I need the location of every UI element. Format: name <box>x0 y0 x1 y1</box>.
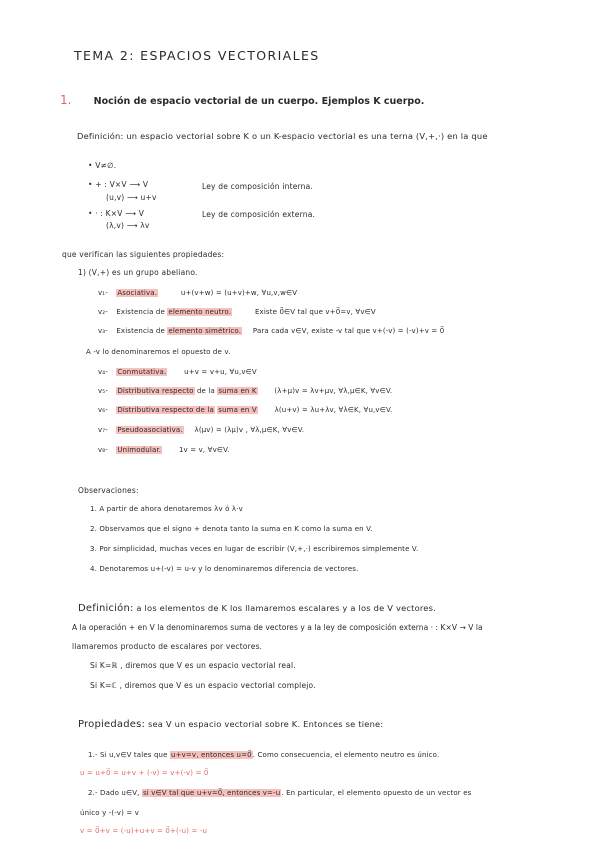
property-v4: v₄- Conmutativa. u+v = v+u, ∀u,v∈V <box>98 368 257 376</box>
definition-text: Definición: un espacio vectorial sobre K o un K-espacio vectorial es una terna (V,+,·) en la que <box>77 131 488 141</box>
highlight-simetrico: elemento simétrico. <box>168 327 242 335</box>
bullet-nonempty: • V≠∅. <box>88 161 117 170</box>
property-v7: v₇- Pseudoasociativa. λ(μv) = (λμ)v , ∀λ,μ∈K, ∀v∈V. <box>98 426 305 434</box>
property-v2: v₂- Existencia de elemento neutro. Existe 0⃗∈V tal que v+0⃗=v, ∀v∈V <box>98 308 376 316</box>
highlight-unimodular: Unimodular. <box>117 446 162 454</box>
definition-2-line-3: llamaremos producto de escalares por vectores. <box>72 642 263 651</box>
highlight-distributiva-v: Distributiva respecto de la <box>117 406 214 414</box>
definition-2-lead: Definición: <box>78 603 134 614</box>
highlight-distributiva-k: Distributiva respecto <box>117 387 194 395</box>
observacion-2: 2. Observamos que el signo + denota tanto la suma en K como la suma en V. <box>90 525 373 533</box>
propiedad-2: 2.- Dado u∈V, si v∈V tal que u+v=0⃗, entonces v=-u. En particular, el elemento opuesto de un vector es <box>88 789 472 797</box>
property-v5: v₅- Distributiva respecto de la suma en K (λ+μ)v = λv+μv, ∀λ,μ∈K, ∀v∈V. <box>98 387 393 395</box>
property-v8: v₈- Unimodular. 1v = v, ∀v∈V. <box>98 446 230 454</box>
observacion-3: 3. Por simplicidad, muchas veces en lugar de escribir (V,+,·) escribiremos simplemente V. <box>90 545 419 553</box>
page-title: TEMA 2: ESPACIOS VECTORIALES <box>74 48 320 63</box>
propiedad-1-proof: u = u+0⃗ = u+v + (-v) = v+(-v) = 0⃗ <box>80 769 209 777</box>
highlight-asociativa: Asociativa. <box>117 289 158 297</box>
highlight-propiedad-1: u+v=v, entonces u=0⃗ <box>171 751 252 759</box>
verifica-text: que verifican las siguientes propiedades: <box>62 250 225 259</box>
bullet-sum-desc: Ley de composición interna. <box>202 182 314 191</box>
bullet-prod-map: • · : K×V ⟶ V <box>88 209 145 218</box>
definition-2-line-2: A la operación + en V la denominaremos suma de vectores y a la ley de composición externa · : K×V → V la <box>72 623 483 632</box>
definition-2-line-1: Definición: a los elementos de K los llamaremos escalares y a los de V vectores. <box>78 603 436 614</box>
propiedades-heading: Propiedades: sea V un espacio vectorial sobre K. Entonces se tiene: <box>78 719 384 730</box>
property-v6: v₆- Distributiva respecto de la suma en V λ(u+v) = λu+λv, ∀λ∈K, ∀u,v∈V. <box>98 406 393 414</box>
observacion-4: 4. Denotaremos u+(-v) = u-v y lo denominaremos diferencia de vectores. <box>90 565 359 573</box>
highlight-neutro: elemento neutro. <box>168 308 232 316</box>
highlight-conmutativa: Conmutativa. <box>117 368 167 376</box>
highlight-propiedad-2: si v∈V tal que u+v=0⃗, entonces v=-u <box>142 789 281 797</box>
propiedades-lead: Propiedades: <box>78 719 146 730</box>
opuesto-note: A -v lo denominaremos el opuesto de v. <box>86 348 231 356</box>
highlight-suma-v: suma en V <box>218 406 257 414</box>
bullet-sum-pair: (u,v) ⟶ u+v <box>106 193 157 202</box>
observacion-1: 1. A partir de ahora denotaremos λv ó λ·v <box>90 505 243 513</box>
bullet-prod-desc: Ley de composición externa. <box>202 210 316 219</box>
highlight-pseudoasociativa: Pseudoasociativa. <box>117 426 183 434</box>
section-title: Noción de espacio vectorial de un cuerpo. Ejemplos K cuerpo. <box>93 96 425 107</box>
definition-2-line-5: Si K=ℂ , diremos que V es un espacio vectorial complejo. <box>90 681 316 690</box>
bullet-prod-pair: (λ,v) ⟶ λv <box>106 221 150 230</box>
property-v3: v₃- Existencia de elemento simétrico. Para cada v∈V, existe -v tal que v+(-v) = (-v)+v = 0⃗ <box>98 327 445 335</box>
propiedad-2-cont: único y -(-v) = v <box>80 809 140 817</box>
section-heading <box>60 91 424 107</box>
section-number: 1. <box>60 93 72 107</box>
propiedad-2-proof: v = 0⃗+v = (-u)+u+v = 0⃗+(-u) = -u <box>80 827 208 835</box>
bullet-sum-map: • + : V×V ⟶ V <box>88 180 149 189</box>
propiedad-1: 1.- Si u,v∈V tales que u+v=v, entonces u=0⃗. Como consecuencia, el elemento neutro es único. <box>88 751 440 759</box>
group-intro: 1) (V,+) es un grupo abeliano. <box>78 268 198 277</box>
observaciones-title: Observaciones: <box>78 486 139 495</box>
definition-2-line-4: Si K=ℝ , diremos que V es un espacio vectorial real. <box>90 661 296 670</box>
highlight-suma-k: suma en K <box>218 387 257 395</box>
property-v1: v₁- Asociativa. u+(v+w) = (u+v)+w, ∀u,v,w∈V <box>98 289 298 297</box>
